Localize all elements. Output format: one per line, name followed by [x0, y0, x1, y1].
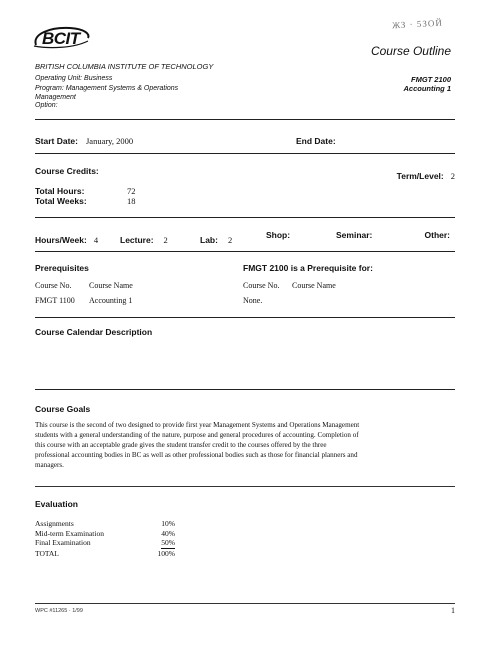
evaluation-row [35, 538, 175, 549]
evaluation-total-row [35, 549, 175, 559]
evaluation-total-name: TOTAL [35, 548, 59, 558]
page-number: 1 [451, 606, 455, 615]
prereq-for-course-no: None. [243, 296, 263, 305]
lab-hours [200, 230, 232, 248]
divider [35, 603, 455, 604]
evaluation-item-value: 50% [161, 538, 175, 547]
seminar-label: Seminar: [336, 230, 373, 240]
goals-line: This course is the second of two designed to provide first year Management Systems and Operations Management [35, 421, 360, 429]
handwritten-note: ЖЗ · 5ЗОЙ [391, 17, 444, 31]
goals-line: this course with an acceptable grade gives the student transfer credit to the courses offered by the three [35, 441, 327, 449]
document-title: Course Outline [370, 44, 451, 58]
evaluation-item-value: 40% [161, 528, 175, 538]
end-date-row [296, 131, 336, 149]
total-weeks-value: 18 [127, 196, 136, 206]
prereq-col-course-name: Course Name [89, 281, 133, 290]
evaluation-total-value: 100% [157, 548, 175, 558]
course-code: FMGT 2100 [410, 75, 451, 84]
prereq-course-name: Accounting 1 [89, 296, 133, 305]
calendar-description-title: Course Calendar Description [35, 327, 153, 337]
evaluation-item-name: Final Examination [35, 538, 91, 547]
course-goals-title: Course Goals [35, 404, 91, 414]
prereq-for-col-course-no: Course No. [243, 281, 280, 290]
term-level [397, 166, 455, 184]
end-date-label: End Date: [296, 136, 336, 146]
divider [35, 119, 455, 120]
divider [35, 153, 455, 154]
total-hours-value: 72 [127, 186, 136, 196]
evaluation-item-name: Mid-term Examination [35, 528, 104, 538]
start-date-row [35, 131, 133, 149]
other-label: Other: [424, 230, 450, 240]
evaluation-row [35, 519, 175, 529]
form-code: WPC #11265 · 1/99 [35, 608, 83, 614]
hours-per-week-value: 4 [93, 235, 99, 245]
divider [35, 486, 455, 487]
total-hours-label: Total Hours: [35, 186, 85, 196]
divider [35, 251, 455, 252]
divider [35, 389, 455, 390]
course-credits-label: Course Credits: [35, 166, 99, 176]
option-label: Option: [35, 102, 58, 109]
prereq-course-no: FMGT 1100 [35, 296, 75, 305]
course-name: Accounting 1 [403, 84, 451, 93]
start-date-label: Start Date: [35, 136, 78, 146]
start-date-value: January, 2000 [85, 136, 134, 146]
logo-text: BCIT [42, 29, 80, 48]
goals-line: professional accounting bodies in BC as well as other professional bodies such as those for financial planners and [35, 451, 358, 459]
lab-label: Lab: [200, 235, 218, 245]
evaluation-item-name: Assignments [35, 519, 74, 528]
goals-line: students with a general understanding of the nature, purpose and general procedures of accounting. Completion of [35, 431, 359, 439]
lecture-value: 2 [163, 235, 168, 245]
divider [35, 217, 455, 218]
prereq-col-course-no: Course No. [35, 281, 72, 290]
hours-per-week-label: Hours/Week: [35, 235, 87, 245]
goals-line: managers. [35, 461, 64, 469]
prerequisites-title: Prerequisites [35, 263, 89, 273]
lecture-label: Lecture: [120, 235, 154, 245]
lecture-hours [120, 230, 168, 248]
institute-name: BRITISH COLUMBIA INSTITUTE OF TECHNOLOGY [35, 62, 214, 71]
prerequisite-for-title: FMGT 2100 is a Prerequisite for: [243, 263, 373, 273]
operating-unit: Operating Unit: Business [35, 75, 113, 82]
evaluation-title: Evaluation [35, 499, 78, 509]
program-name: Program: Management Systems & Operations Management [35, 85, 179, 101]
bcit-logo [30, 25, 92, 51]
shop-label: Shop: [266, 230, 291, 240]
course-goals-text [35, 420, 455, 470]
evaluation-row [35, 529, 175, 539]
term-level-value: 2 [450, 171, 455, 181]
divider [35, 317, 455, 318]
term-level-label: Term/Level: [396, 171, 444, 181]
evaluation-table [35, 519, 175, 558]
evaluation-item-value: 10% [161, 519, 175, 528]
lab-value: 2 [227, 235, 233, 245]
prereq-for-col-course-name: Course Name [292, 281, 336, 290]
total-weeks-label: Total Weeks: [35, 196, 87, 206]
hours-per-week [35, 230, 98, 248]
